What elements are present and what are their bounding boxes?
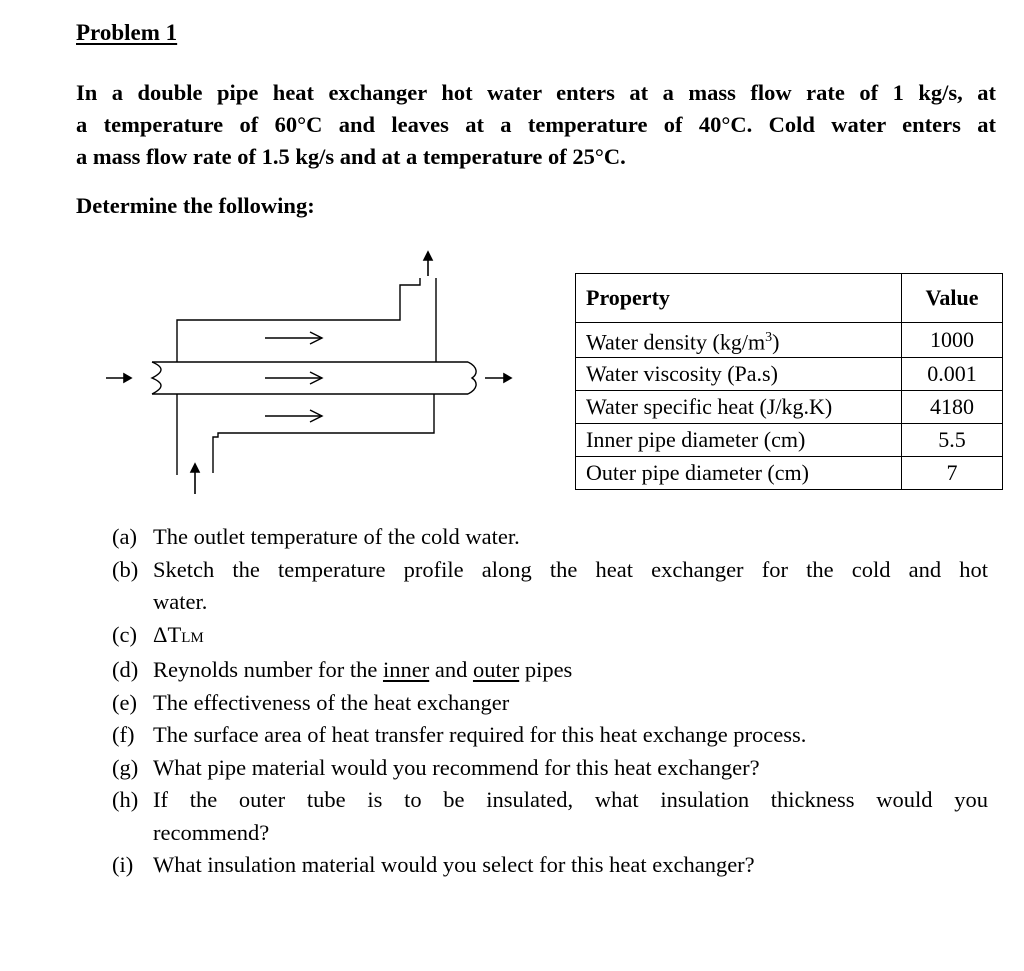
question-label: (g) <box>112 754 139 780</box>
value-cell: 1000 <box>902 323 1003 358</box>
value-header: Value <box>902 274 1003 323</box>
table-row <box>576 424 1003 457</box>
question-d <box>112 654 988 687</box>
inlet-arrow <box>106 374 131 382</box>
question-c <box>112 619 988 655</box>
properties-table <box>575 273 1003 490</box>
question-i <box>112 849 988 882</box>
table-row <box>576 457 1003 490</box>
question-label: (f) <box>112 722 135 747</box>
question-label: (h) <box>112 787 139 812</box>
question-text: The outlet temperature of the cold water. <box>153 524 520 549</box>
table-row <box>576 358 1003 391</box>
problem-statement <box>76 77 996 173</box>
property-cell: Water specific heat (J/kg.K) <box>576 391 902 424</box>
inner-emphasis: inner <box>382 657 430 682</box>
table-header-row <box>576 274 1003 323</box>
question-label: (e) <box>112 689 137 715</box>
question-text: The effectiveness of the heat exchanger <box>153 689 510 715</box>
question-h <box>112 784 988 849</box>
question-b <box>112 554 988 619</box>
problem-title: Problem 1 <box>76 20 178 45</box>
question-a <box>112 521 988 554</box>
value-cell: 5.5 <box>902 424 1003 457</box>
question-label: (i) <box>112 852 134 877</box>
outer-pipe-shell <box>177 278 436 475</box>
flow-arrow <box>265 410 322 422</box>
question-f <box>112 719 988 752</box>
question-g <box>112 752 988 785</box>
determine-heading: Determine the following: <box>76 193 315 218</box>
table-row <box>576 323 1003 358</box>
question-text: What pipe material would you recommend for this heat exchanger? <box>153 754 760 780</box>
intro-line: a temperature of 60°C and leaves at a temperature of 40°C. Cold water enters at <box>76 112 996 137</box>
property-cell: Water density $(kg/m^3)$ <box>576 323 902 358</box>
upper-outlet-arrow <box>424 252 432 276</box>
value-cell: 4180 <box>902 391 1003 424</box>
property-cell: Water viscosity (Pa.s) <box>576 358 902 391</box>
question-label: (c) <box>112 621 137 647</box>
question-e <box>112 687 988 720</box>
value-cell: 7 <box>902 457 1003 490</box>
property-cell: Outer pipe diameter (cm) <box>576 457 902 490</box>
question-text: Reynolds number for the inner and outer pipes <box>153 657 573 682</box>
question-label: (a) <box>112 524 137 549</box>
lower-inlet-arrow <box>191 464 199 494</box>
heat-exchanger-diagram <box>100 248 530 500</box>
flow-arrow <box>265 332 322 344</box>
question-text: The surface area of heat transfer required for this heat exchange process. <box>153 722 807 747</box>
question-label: (d) <box>112 657 139 682</box>
question-text: If the outer tube is to be insulated, what insulation thickness would you recommend? <box>153 787 988 845</box>
outlet-arrow <box>485 374 511 382</box>
property-header: Property <box>576 274 902 323</box>
question-text: Sketch the temperature profile along the heat exchanger for the cold and hot water. <box>153 556 988 614</box>
property-cell: Inner pipe diameter (cm) <box>576 424 902 457</box>
intro-line: In a double pipe heat exchanger hot water enters at a mass flow rate of 1 kg/s, at <box>76 80 996 105</box>
outer-emphasis: outer <box>472 657 520 682</box>
table-row <box>576 391 1003 424</box>
question-text: ΔTLM <box>153 621 204 647</box>
question-label: (b) <box>112 556 139 582</box>
question-text: What insulation material would you select for this heat exchanger? <box>153 852 755 877</box>
value-cell: 0.001 <box>902 358 1003 391</box>
flow-arrow <box>265 372 322 384</box>
question-list <box>112 521 988 882</box>
intro-line: a mass flow rate of 1.5 kg/s and at a temperature of 25°C. <box>76 144 626 169</box>
